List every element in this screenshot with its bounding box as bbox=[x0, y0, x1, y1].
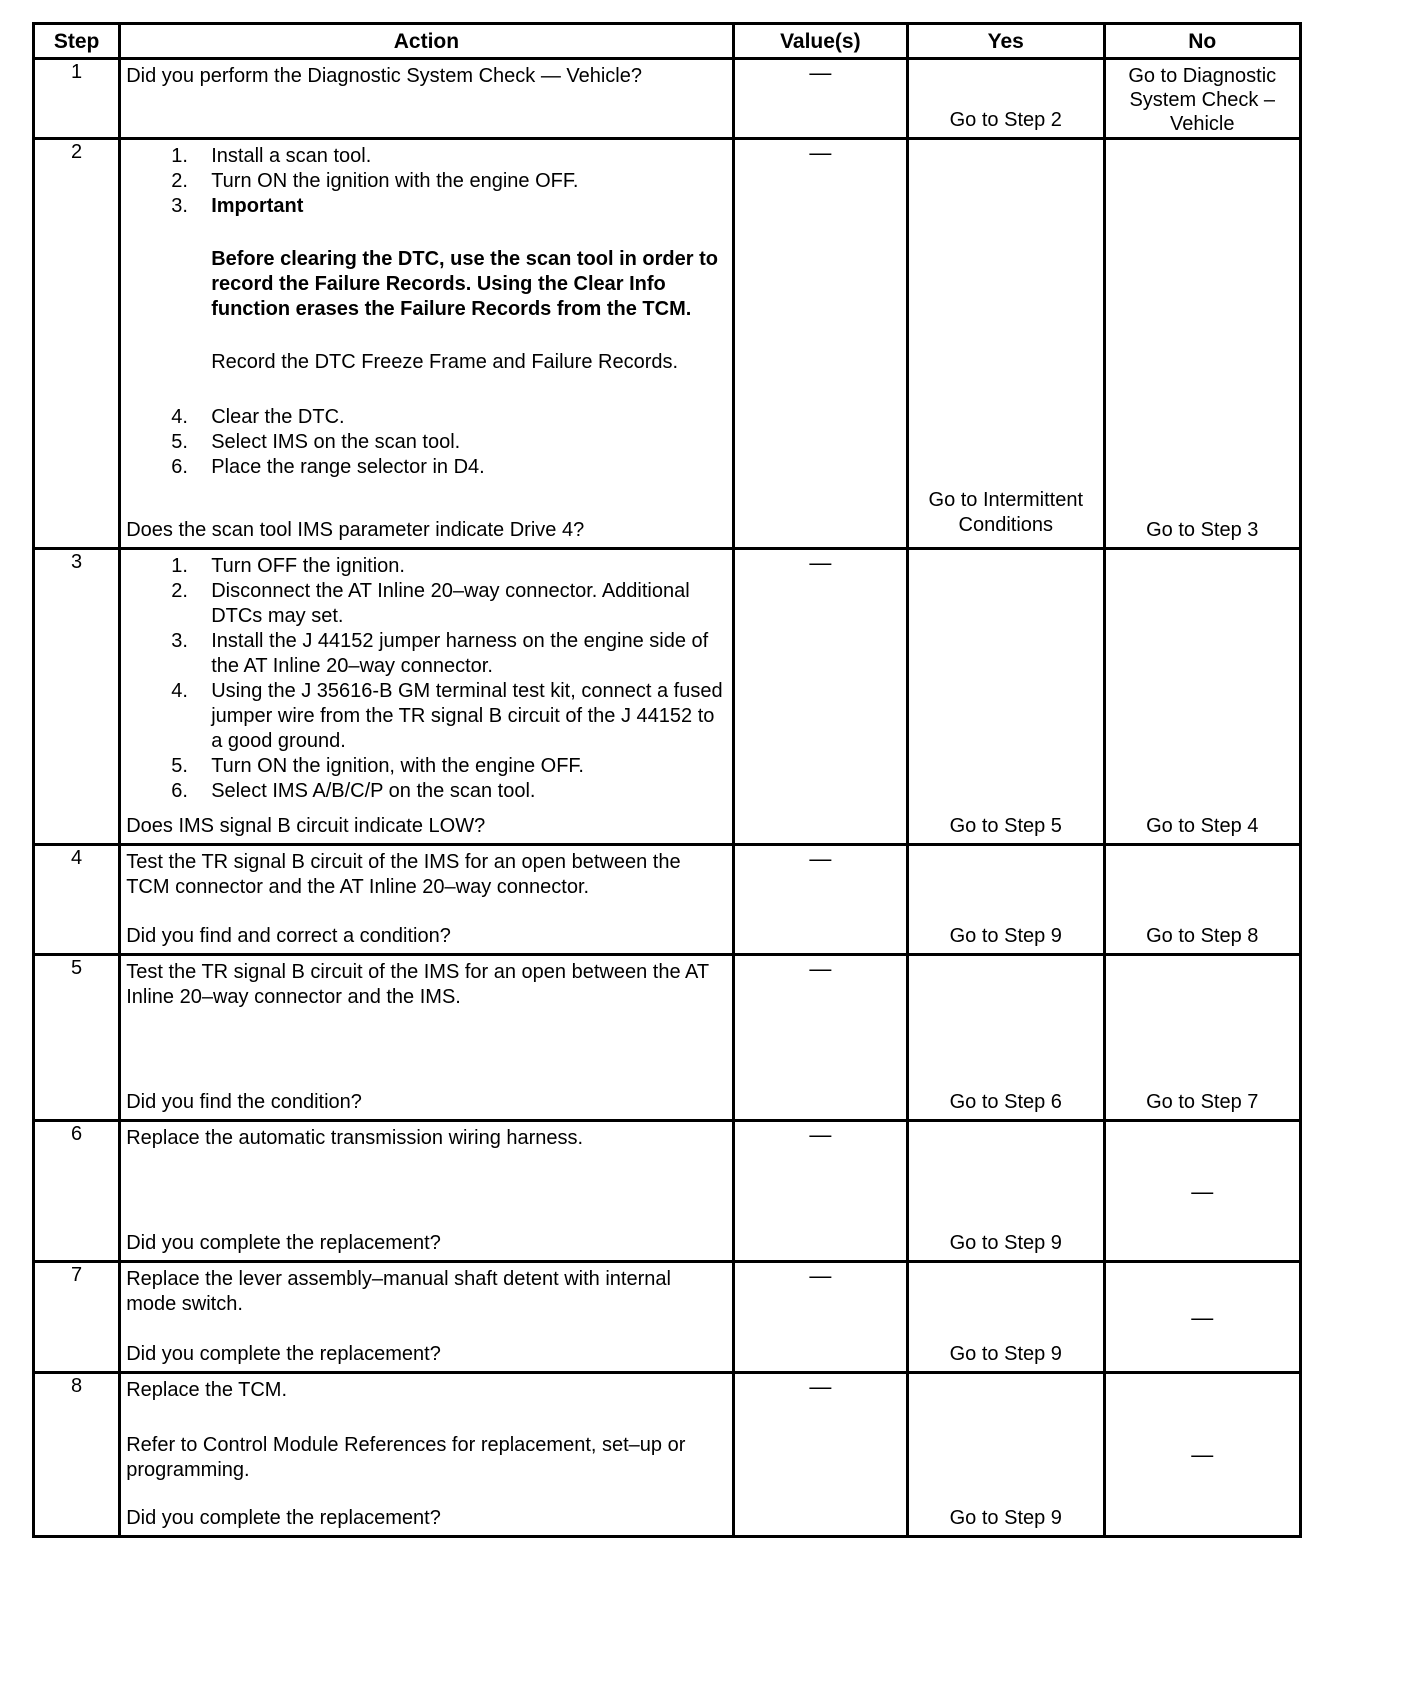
list-item: 6. Place the range selector in D4. bbox=[171, 456, 485, 478]
header-action: Action bbox=[120, 24, 733, 59]
list-item: 6. Select IMS A/B/C/P on the scan tool. bbox=[171, 780, 536, 802]
action-cell bbox=[120, 139, 733, 549]
list-item: 1. Turn OFF the ignition. bbox=[171, 555, 405, 577]
value-cell: — bbox=[733, 1262, 907, 1373]
list-item: 4. Using the J 35616-B GM terminal test kit, connect a fused jumper wire from the TR signal B circuit of the J 44152 to a good ground. bbox=[171, 680, 723, 752]
yes-cell bbox=[908, 59, 1104, 139]
table-row bbox=[34, 1262, 1301, 1373]
value-cell: — bbox=[733, 59, 907, 139]
action-text: Replace the lever assembly–manual shaft detent with internal mode switch. bbox=[126, 1268, 671, 1315]
yes-link[interactable]: Go to Intermittent Conditions bbox=[928, 489, 1084, 536]
question-text: Does IMS signal B circuit indicate LOW? bbox=[126, 815, 486, 837]
table-row bbox=[34, 845, 1301, 955]
list-item: 3. Install the J 44152 jumper harness on the engine side of the AT Inline 20–way connector. bbox=[171, 630, 709, 677]
yes-link[interactable]: Go to Step 5 bbox=[949, 815, 1062, 837]
value-cell: — bbox=[733, 845, 907, 955]
step-number: 8 bbox=[34, 1373, 120, 1537]
table-row bbox=[34, 1121, 1301, 1262]
header-step: Step bbox=[34, 24, 120, 59]
table-row bbox=[34, 139, 1301, 549]
yes-cell bbox=[908, 845, 1104, 955]
no-cell bbox=[1104, 139, 1301, 549]
yes-link[interactable]: Go to Step 9 bbox=[949, 925, 1062, 947]
question-text: Does the scan tool IMS parameter indicate Drive 4? bbox=[126, 519, 585, 541]
list-item: 1. Install a scan tool. bbox=[171, 145, 372, 167]
step-number: 3 bbox=[34, 549, 120, 845]
action-text: Did you perform the Diagnostic System Check — Vehicle? bbox=[126, 65, 642, 87]
no-cell bbox=[1104, 1121, 1301, 1262]
header-row bbox=[34, 24, 1301, 59]
no-link[interactable]: Go to Step 7 bbox=[1146, 1091, 1259, 1113]
table-row bbox=[34, 59, 1301, 139]
procedure-list bbox=[126, 554, 725, 804]
step-number: 5 bbox=[34, 955, 120, 1121]
no-value: — bbox=[1191, 1178, 1214, 1204]
no-value: — bbox=[1191, 1304, 1214, 1330]
step-number: 4 bbox=[34, 845, 120, 955]
value-cell: — bbox=[733, 1121, 907, 1262]
step-number: 1 bbox=[34, 59, 120, 139]
list-item: 4. Clear the DTC. bbox=[171, 406, 345, 428]
question-text: Did you complete the replacement? bbox=[126, 1343, 441, 1365]
value-cell: — bbox=[733, 139, 907, 549]
no-link[interactable]: Go to Diagnostic System Check – Vehicle bbox=[1128, 65, 1277, 135]
header-yes: Yes bbox=[908, 24, 1104, 59]
no-cell bbox=[1104, 59, 1301, 139]
action-cell bbox=[120, 1373, 733, 1537]
action-cell bbox=[120, 955, 733, 1121]
question-text: Did you find and correct a condition? bbox=[126, 925, 451, 947]
value-cell: — bbox=[733, 549, 907, 845]
question-text: Did you find the condition? bbox=[126, 1091, 362, 1113]
yes-cell bbox=[908, 1121, 1104, 1262]
action-cell bbox=[120, 1121, 733, 1262]
no-cell bbox=[1104, 845, 1301, 955]
action-text: Replace the TCM. bbox=[126, 1379, 288, 1401]
action-text: Test the TR signal B circuit of the IMS for an open between the TCM connector and the AT Inline 20–way connector. bbox=[126, 851, 681, 898]
procedure-list bbox=[126, 405, 725, 480]
header-no: No bbox=[1104, 24, 1301, 59]
question-text: Did you complete the replacement? bbox=[126, 1507, 441, 1529]
list-item: 2. Disconnect the AT Inline 20–way connector. Additional DTCs may set. bbox=[171, 580, 690, 627]
yes-link[interactable]: Go to Step 9 bbox=[949, 1343, 1062, 1365]
yes-link[interactable]: Go to Step 9 bbox=[949, 1232, 1062, 1254]
yes-link[interactable]: Go to Step 9 bbox=[949, 1507, 1062, 1529]
action-cell bbox=[120, 549, 733, 845]
question-text: Did you complete the replacement? bbox=[126, 1232, 441, 1254]
yes-cell bbox=[908, 549, 1104, 845]
no-link[interactable]: Go to Step 4 bbox=[1146, 815, 1259, 837]
step-number: 6 bbox=[34, 1121, 120, 1262]
action-cell bbox=[120, 1262, 733, 1373]
list-item: 5. Turn ON the ignition, with the engine OFF. bbox=[171, 755, 584, 777]
diagnostic-table bbox=[32, 22, 1302, 1538]
table-row bbox=[34, 955, 1301, 1121]
yes-cell bbox=[908, 1262, 1104, 1373]
list-item: 2. Turn ON the ignition with the engine OFF. bbox=[171, 170, 579, 192]
yes-link[interactable]: Go to Step 2 bbox=[949, 109, 1062, 131]
yes-cell bbox=[908, 1373, 1104, 1537]
important-label: Important bbox=[211, 195, 304, 217]
important-note: Before clearing the DTC, use the scan tool in order to record the Failure Records. Using the Clear Info function erases the Failure Records from the TCM. bbox=[211, 248, 718, 320]
no-cell bbox=[1104, 1262, 1301, 1373]
table-row bbox=[34, 549, 1301, 845]
action-text: Replace the automatic transmission wiring harness. bbox=[126, 1127, 584, 1149]
no-link[interactable]: Go to Step 8 bbox=[1146, 925, 1259, 947]
action-reference: Refer to Control Module References for replacement, set–up or programming. bbox=[126, 1434, 686, 1481]
list-item: 3. Important Before clearing the DTC, use the scan tool in order to record the Failure Records. Using the Clear Info function erases the Failure Records from the TCM. Record the DTC Freeze Frame and Failure Records. bbox=[171, 194, 725, 375]
action-text: Test the TR signal B circuit of the IMS for an open between the AT Inline 20–way connector and the IMS. bbox=[126, 961, 709, 1008]
no-cell bbox=[1104, 955, 1301, 1121]
no-link[interactable]: Go to Step 3 bbox=[1146, 519, 1259, 541]
record-instruction: Record the DTC Freeze Frame and Failure Records. bbox=[211, 351, 679, 373]
value-cell: — bbox=[733, 955, 907, 1121]
no-cell bbox=[1104, 549, 1301, 845]
yes-cell bbox=[908, 139, 1104, 549]
step-number: 2 bbox=[34, 139, 120, 549]
procedure-list bbox=[126, 144, 725, 375]
action-cell bbox=[120, 59, 733, 139]
action-cell bbox=[120, 845, 733, 955]
list-item: 5. Select IMS on the scan tool. bbox=[171, 431, 461, 453]
table-row bbox=[34, 1373, 1301, 1537]
value-cell: — bbox=[733, 1373, 907, 1537]
yes-cell bbox=[908, 955, 1104, 1121]
no-cell bbox=[1104, 1373, 1301, 1537]
step-number: 7 bbox=[34, 1262, 120, 1373]
header-values: Value(s) bbox=[733, 24, 907, 59]
yes-link[interactable]: Go to Step 6 bbox=[949, 1091, 1062, 1113]
no-value: — bbox=[1191, 1442, 1214, 1467]
